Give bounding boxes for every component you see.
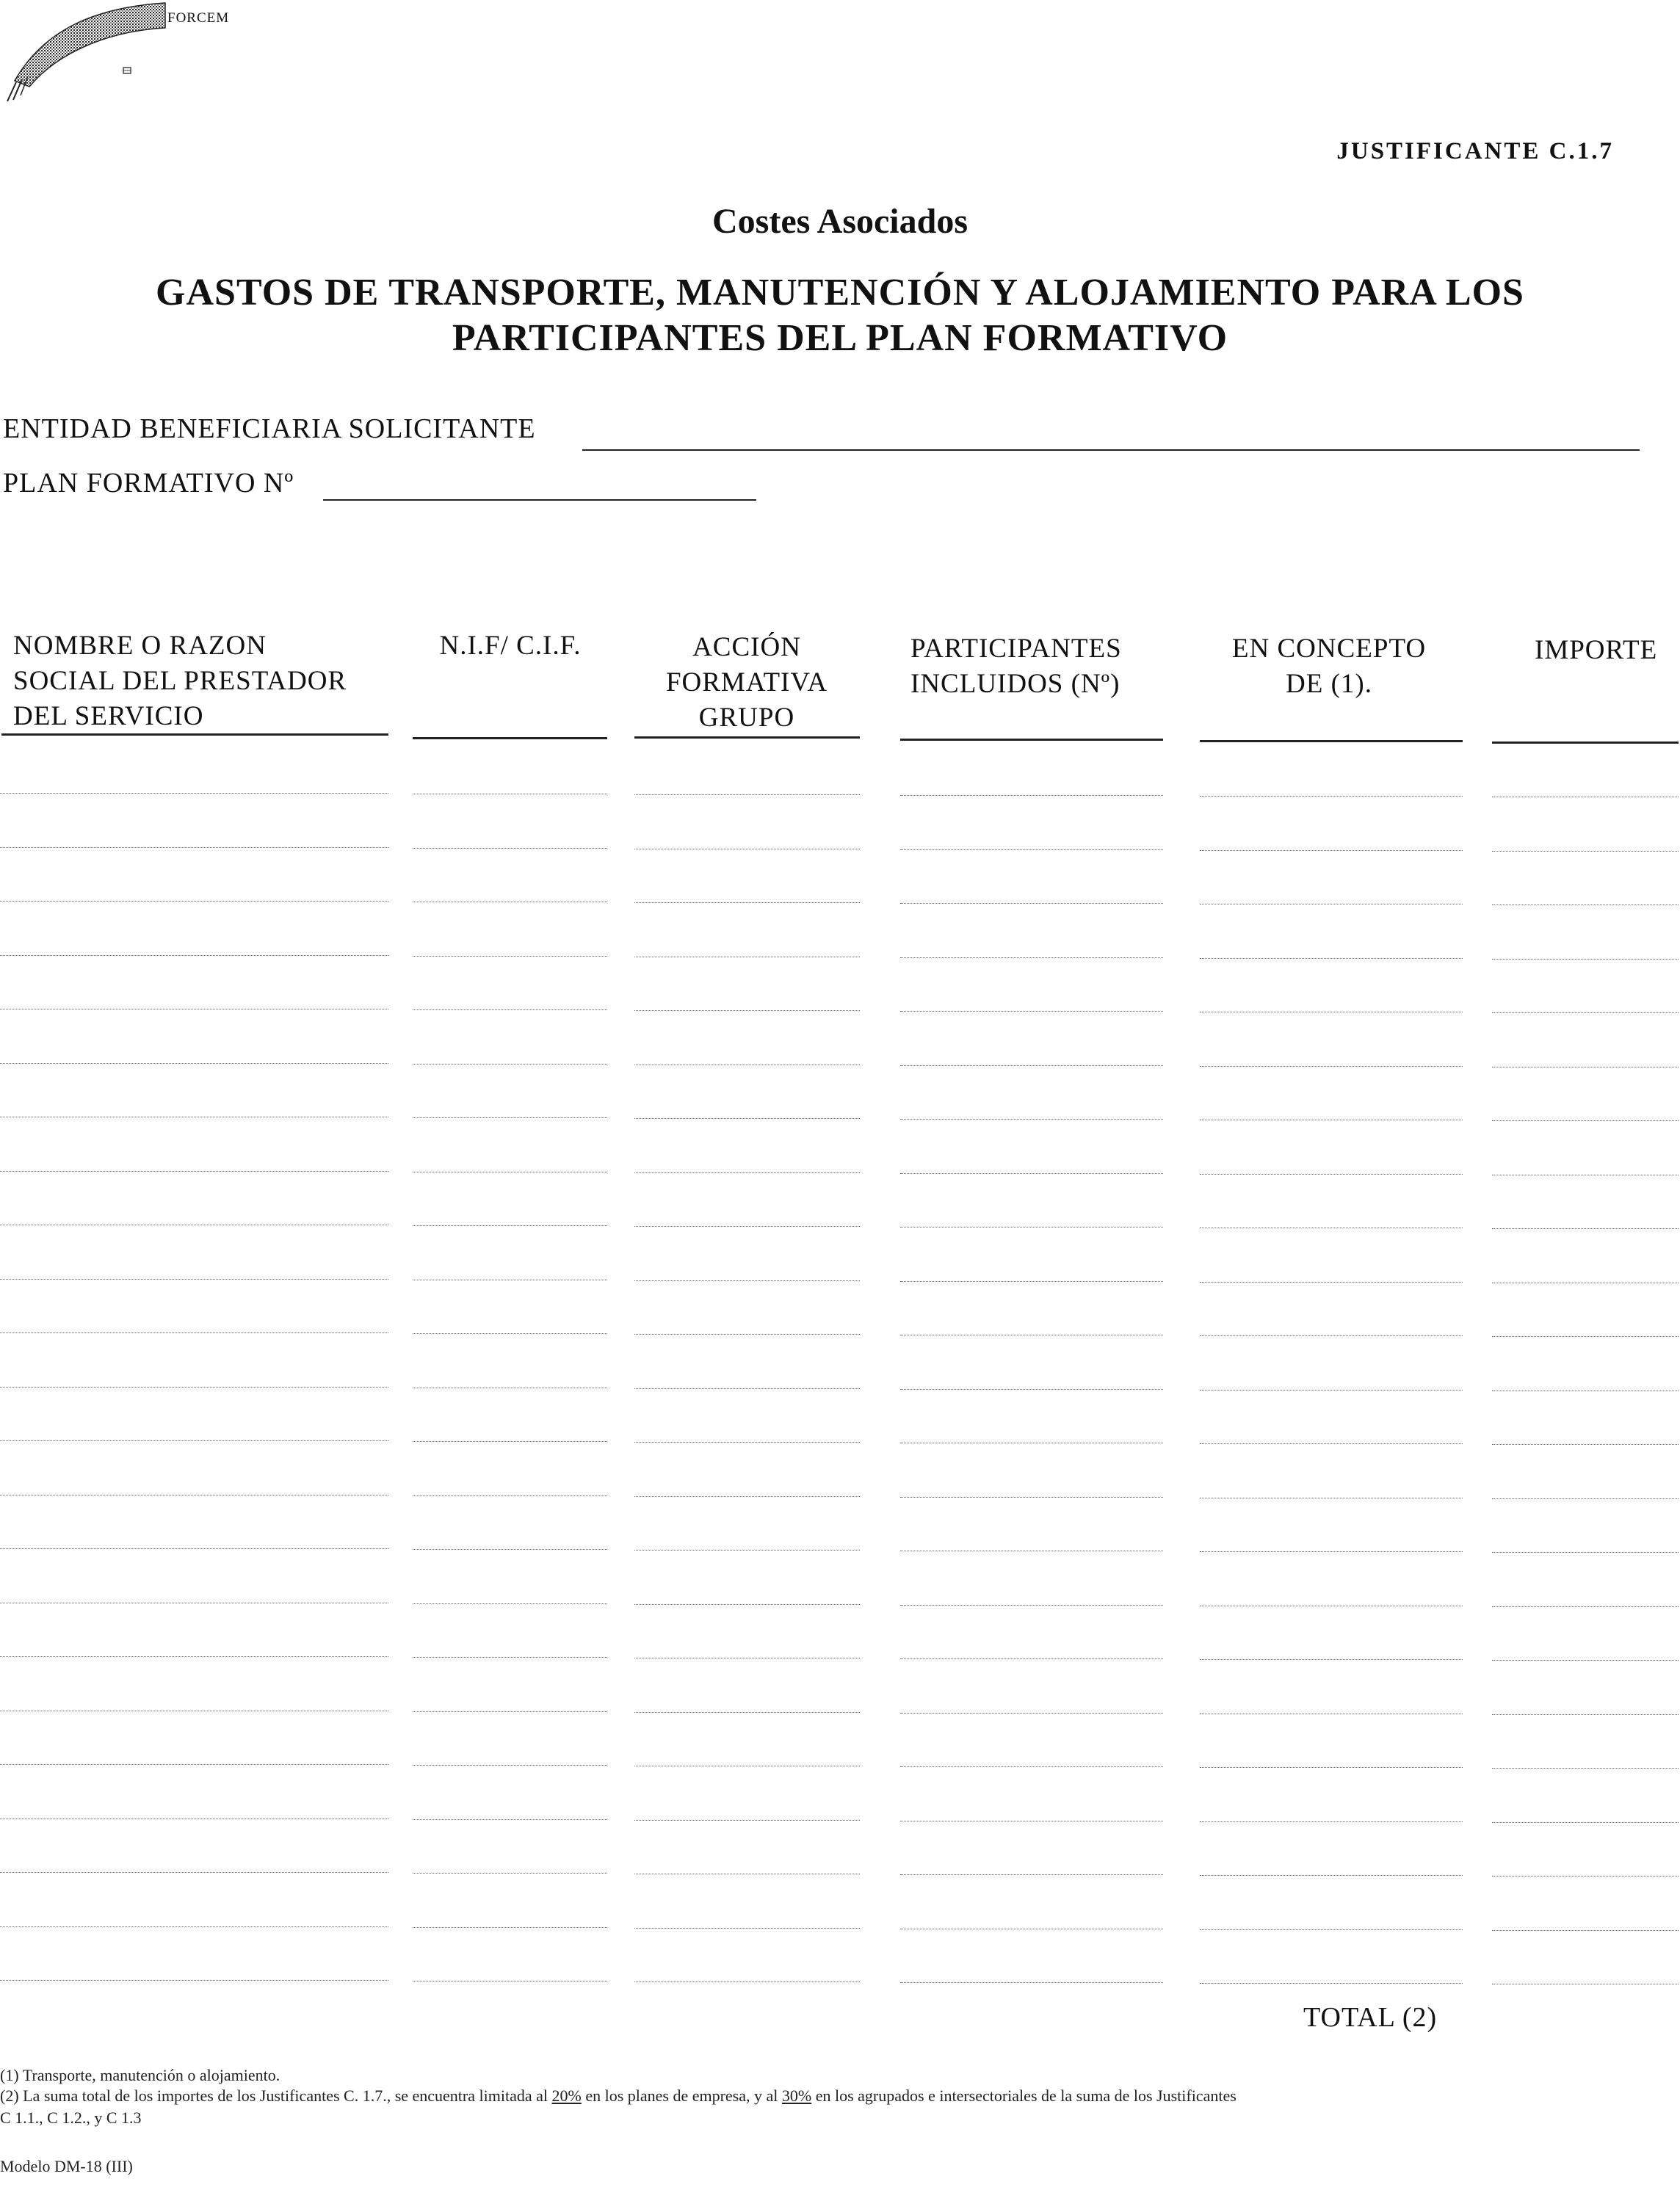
- row-1-nombre-field[interactable]: [0, 793, 388, 794]
- row-3-participantes-field[interactable]: [900, 903, 1163, 904]
- row-13-concepto-field[interactable]: [1200, 1443, 1463, 1444]
- row-21-participantes-field[interactable]: [900, 1874, 1163, 1875]
- row-16-importe-field[interactable]: [1492, 1606, 1679, 1607]
- row-6-nif-field[interactable]: [413, 1064, 607, 1065]
- row-15-concepto-field[interactable]: [1200, 1551, 1463, 1552]
- row-7-importe-field[interactable]: [1492, 1120, 1679, 1121]
- logo-text: FORCEM: [167, 10, 230, 26]
- row-5-participantes-field[interactable]: [900, 1011, 1163, 1012]
- row-2-importe-field[interactable]: [1492, 851, 1679, 852]
- row-16-nif-field[interactable]: [413, 1603, 607, 1604]
- row-10-nombre-field[interactable]: [0, 1279, 388, 1280]
- row-9-importe-field[interactable]: [1492, 1228, 1679, 1229]
- page-title-line-1: GASTOS DE TRANSPORTE, MANUTENCIÓN Y ALOJAMIENTO PARA LOS: [156, 272, 1524, 313]
- row-2-nombre-field[interactable]: [0, 847, 388, 848]
- subtitle: Costes Asociados: [712, 202, 968, 241]
- model-code: Modelo DM-18 (III): [0, 2157, 133, 2175]
- footnote-2-text: en los planes de empresa, y al: [581, 2086, 782, 2105]
- col-header-line: DE (1).: [1286, 669, 1372, 699]
- row-15-accion-field[interactable]: [634, 1550, 860, 1551]
- footnote-2: [0, 2085, 1667, 2129]
- row-5-importe-field[interactable]: [1492, 1012, 1679, 1013]
- row-13-nif-field[interactable]: [413, 1441, 607, 1442]
- footnote-2-pct-empresa: 20%: [551, 2086, 582, 2105]
- col-header-line: GRUPO: [698, 703, 795, 733]
- row-12-importe-field[interactable]: [1492, 1390, 1679, 1391]
- row-12-nombre-field[interactable]: [0, 1387, 388, 1388]
- row-13-nombre-field[interactable]: [0, 1440, 388, 1441]
- row-14-participantes-field[interactable]: [900, 1497, 1163, 1498]
- col-header-line: PARTICIPANTES: [910, 634, 1122, 664]
- row-8-accion-field[interactable]: [634, 1172, 860, 1173]
- row-17-participantes-field[interactable]: [900, 1658, 1163, 1659]
- col-header-line: FORMATIVA: [665, 667, 828, 697]
- row-13-accion-field[interactable]: [634, 1442, 860, 1443]
- row-18-participantes-field[interactable]: [900, 1713, 1163, 1714]
- footnote-2-line-2: C 1.1., C 1.2., y C 1.3: [0, 2109, 142, 2127]
- footnote-2-pct-agrupados: 30%: [781, 2086, 812, 2105]
- row-20-nif-field[interactable]: [413, 1819, 607, 1820]
- row-20-concepto-field[interactable]: [1200, 1821, 1463, 1822]
- row-10-participantes-field[interactable]: [900, 1281, 1163, 1282]
- row-8-nombre-field[interactable]: [0, 1171, 388, 1172]
- row-11-concepto-field[interactable]: [1200, 1335, 1463, 1336]
- col-header-line: INCLUIDOS (Nº): [910, 669, 1120, 699]
- row-15-nif-field[interactable]: [413, 1549, 607, 1550]
- row-16-participantes-field[interactable]: [900, 1605, 1163, 1606]
- row-21-concepto-field[interactable]: [1200, 1875, 1463, 1876]
- row-8-participantes-field[interactable]: [900, 1173, 1163, 1174]
- row-19-importe-field[interactable]: [1492, 1768, 1679, 1769]
- row-20-importe-field[interactable]: [1492, 1822, 1679, 1823]
- row-22-accion-field[interactable]: [634, 1928, 860, 1929]
- total-label: TOTAL (2): [1303, 2002, 1438, 2033]
- row-15-importe-field[interactable]: [1492, 1552, 1679, 1553]
- row-22-nif-field[interactable]: [413, 1927, 607, 1928]
- row-22-concepto-field[interactable]: [1200, 1929, 1463, 1930]
- row-17-nif-field[interactable]: [413, 1657, 607, 1658]
- row-12-accion-field[interactable]: [634, 1388, 860, 1389]
- footnote-2-text: en los agrupados e intersectoriales de la suma de los Justificantes: [811, 2086, 1237, 2105]
- row-9-participantes-field[interactable]: [900, 1227, 1163, 1228]
- row-8-concepto-field[interactable]: [1200, 1174, 1463, 1175]
- page-title-line-2: PARTICIPANTES DEL PLAN FORMATIVO: [452, 317, 1228, 359]
- row-21-nif-field[interactable]: [413, 1873, 607, 1874]
- row-23-participantes-field[interactable]: [900, 1982, 1163, 1983]
- col-header-line: DEL SERVICIO: [13, 701, 204, 731]
- row-16-accion-field[interactable]: [634, 1604, 860, 1605]
- row-17-nombre-field[interactable]: [0, 1656, 388, 1657]
- row-23-concepto-field[interactable]: [1200, 1983, 1463, 1984]
- row-18-nif-field[interactable]: [413, 1711, 607, 1712]
- row-23-nombre-field[interactable]: [0, 1980, 388, 1981]
- row-6-concepto-field[interactable]: [1200, 1066, 1463, 1067]
- row-20-accion-field[interactable]: [634, 1820, 860, 1821]
- row-10-concepto-field[interactable]: [1200, 1282, 1463, 1283]
- row-4-concepto-field[interactable]: [1200, 958, 1463, 959]
- row-14-accion-field[interactable]: [634, 1496, 860, 1497]
- col-header-line: IMPORTE: [1535, 635, 1658, 665]
- row-6-nombre-field[interactable]: [0, 1063, 388, 1064]
- row-4-nombre-field[interactable]: [0, 955, 388, 956]
- row-3-nombre-field[interactable]: [0, 901, 388, 902]
- row-7-participantes-field[interactable]: [900, 1119, 1163, 1120]
- footnote-2-text: (2) La suma total de los importes de los Justificantes C. 1.7., se encuentra limitada al: [0, 2086, 552, 2105]
- row-5-nif-field[interactable]: [413, 1009, 607, 1010]
- row-10-accion-field[interactable]: [634, 1280, 860, 1281]
- row-15-nombre-field[interactable]: [0, 1548, 388, 1549]
- row-1-concepto-field[interactable]: [1200, 796, 1463, 797]
- row-13-importe-field[interactable]: [1492, 1444, 1679, 1445]
- col-header-line: NOMBRE O RAZON: [13, 631, 267, 661]
- row-3-importe-field[interactable]: [1492, 904, 1679, 905]
- row-23-accion-field[interactable]: [634, 1981, 860, 1982]
- plan-label: PLAN FORMATIVO Nº: [3, 468, 294, 498]
- col-header-line: SOCIAL DEL PRESTADOR: [13, 666, 347, 696]
- row-14-nif-field[interactable]: [413, 1495, 607, 1496]
- row-12-participantes-field[interactable]: [900, 1389, 1163, 1390]
- document-id: JUSTIFICANTE C.1.7: [1336, 138, 1614, 164]
- row-11-nif-field[interactable]: [413, 1333, 607, 1334]
- row-6-participantes-field[interactable]: [900, 1065, 1163, 1066]
- row-18-accion-field[interactable]: [634, 1712, 860, 1713]
- row-21-nombre-field[interactable]: [0, 1872, 388, 1873]
- row-2-nif-field[interactable]: [413, 848, 607, 849]
- row-21-importe-field[interactable]: [1492, 1876, 1679, 1877]
- row-4-importe-field[interactable]: [1492, 959, 1679, 960]
- row-3-accion-field[interactable]: [634, 902, 860, 903]
- col-header-line: N.I.F/ C.I.F.: [439, 631, 582, 661]
- row-22-importe-field[interactable]: [1492, 1930, 1679, 1931]
- row-2-participantes-field[interactable]: [900, 849, 1163, 850]
- row-4-nif-field[interactable]: [413, 956, 607, 957]
- row-22-nombre-field[interactable]: [0, 1926, 388, 1927]
- row-7-nif-field[interactable]: [413, 1117, 607, 1118]
- footnote-1: (1) Transporte, manutención o alojamiento.: [0, 2066, 280, 2084]
- row-14-importe-field[interactable]: [1492, 1498, 1679, 1499]
- row-11-importe-field[interactable]: [1492, 1336, 1679, 1337]
- row-5-accion-field[interactable]: [634, 1010, 860, 1011]
- row-11-accion-field[interactable]: [634, 1334, 860, 1335]
- row-4-participantes-field[interactable]: [900, 957, 1163, 958]
- row-19-concepto-field[interactable]: [1200, 1767, 1463, 1768]
- col-header-line: EN CONCEPTO: [1231, 634, 1427, 664]
- row-9-nif-field[interactable]: [413, 1225, 607, 1226]
- row-1-participantes-field[interactable]: [900, 795, 1163, 796]
- entity-label: ENTIDAD BENEFICIARIA SOLICITANTE: [3, 413, 536, 444]
- col-header-line: ACCIÓN: [692, 632, 801, 662]
- row-19-participantes-field[interactable]: [900, 1766, 1163, 1767]
- row-19-nif-field[interactable]: [413, 1765, 607, 1766]
- row-18-importe-field[interactable]: [1492, 1714, 1679, 1715]
- row-9-accion-field[interactable]: [634, 1226, 860, 1227]
- row-19-nombre-field[interactable]: [0, 1764, 388, 1765]
- row-2-concepto-field[interactable]: [1200, 850, 1463, 851]
- row-7-accion-field[interactable]: [634, 1118, 860, 1119]
- row-17-concepto-field[interactable]: [1200, 1659, 1463, 1660]
- row-1-accion-field[interactable]: [634, 794, 860, 795]
- row-17-importe-field[interactable]: [1492, 1660, 1679, 1661]
